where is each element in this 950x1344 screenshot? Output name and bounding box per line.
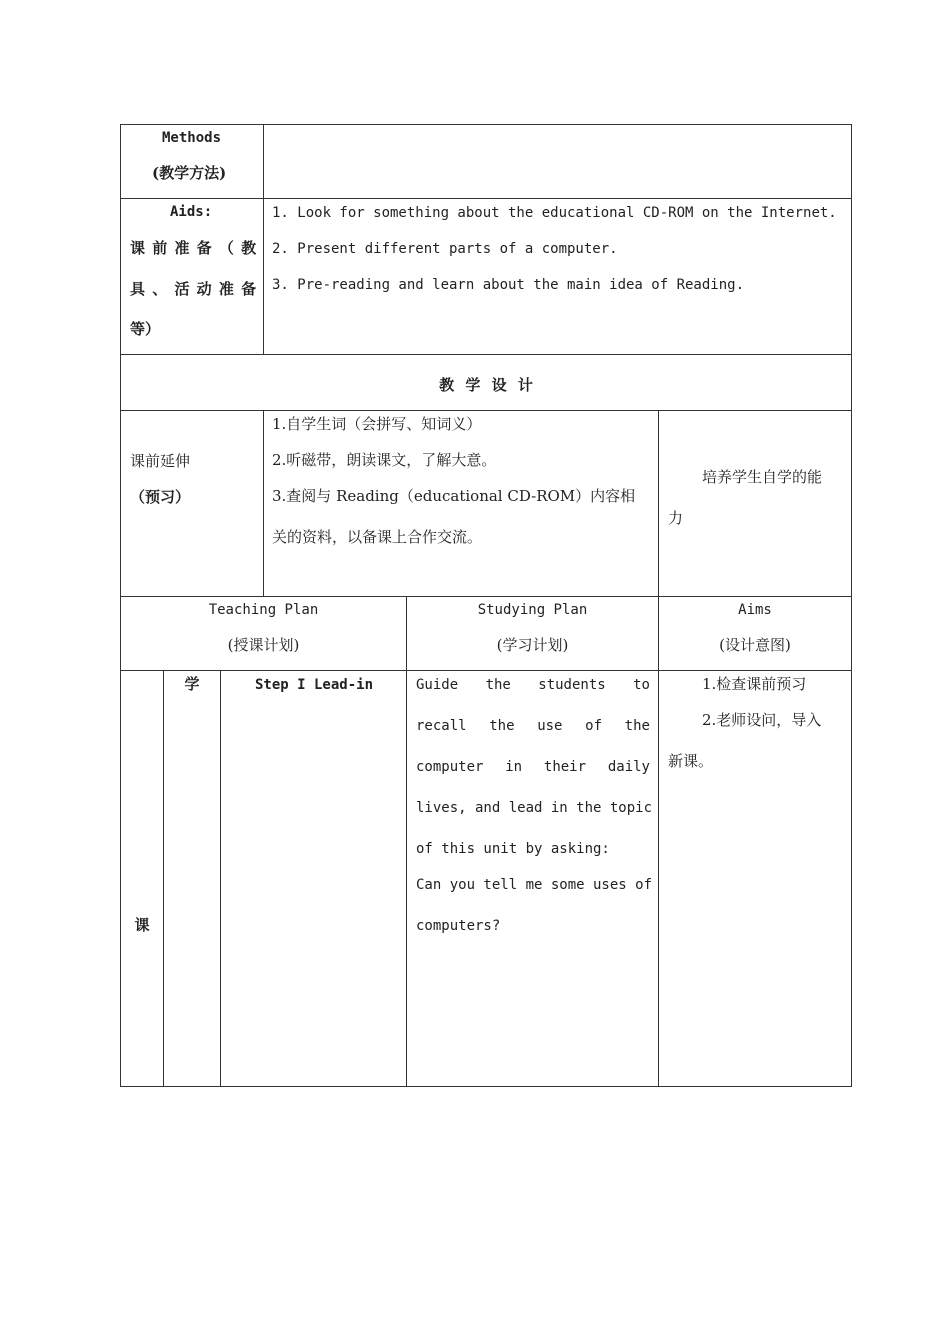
word: recall [416, 718, 467, 734]
table-border-top [120, 124, 852, 125]
word: in [505, 759, 523, 775]
studying-line: lives, and lead in the topic [416, 800, 653, 816]
word: students [538, 677, 606, 693]
aids-label-cn: 具 、 活 动 准 备 [130, 280, 258, 298]
word: of [585, 718, 602, 734]
preview-item: 关的资料，以备课上合作交流。 [272, 528, 483, 546]
word: computer [416, 759, 484, 775]
aids-item: 1. Look for something about the educational CD-ROM on the Internet. [272, 205, 837, 221]
aids-label-cn: 等） [130, 320, 161, 338]
aids-label-cn: 课 前 准 备 （ 教 [130, 239, 258, 257]
preview-item: 3.查阅与 Reading（educational CD-ROM）内容相 [272, 487, 636, 505]
methods-label-cn: (教学方法) [152, 164, 227, 182]
word: Guide [416, 677, 459, 693]
lesson-col2-label: 学 [184, 675, 200, 693]
aims-line: 新课。 [668, 752, 714, 770]
aims-header-cn: (设计意图) [719, 636, 791, 654]
word: daily [607, 759, 650, 775]
word: the [489, 718, 515, 734]
col-divider [658, 410, 659, 1087]
methods-label: Methods [162, 130, 222, 146]
col-divider [220, 670, 221, 1087]
design-title: 教 学 设 计 [439, 376, 533, 394]
teaching-plan-header-cn: (授课计划) [227, 636, 300, 654]
preview-aim: 力 [668, 509, 684, 527]
teaching-plan-header: Teaching Plan [208, 602, 319, 618]
col-divider [406, 596, 407, 1087]
aids-item: 2. Present different parts of a computer. [272, 241, 618, 257]
studying-line [416, 758, 650, 776]
lesson-step: Step I Lead-in [255, 677, 374, 693]
word: use [537, 718, 563, 734]
word: the [485, 677, 511, 693]
aids-label: Aids: [170, 204, 213, 220]
studying-line: Can you tell me some uses of [416, 877, 653, 893]
studying-line: computers? [416, 918, 501, 934]
aims-header: Aims [738, 602, 772, 618]
studying-line [416, 676, 650, 694]
row-divider [120, 670, 852, 671]
studying-line: of this unit by asking: [416, 841, 610, 857]
word: their [543, 759, 587, 775]
row-divider [120, 596, 852, 597]
word: to [633, 677, 650, 693]
row-divider [120, 410, 852, 411]
table-border-bottom [120, 1086, 852, 1087]
preview-label: 课前延伸 [130, 452, 191, 470]
word: the [624, 718, 650, 734]
row-divider [120, 354, 852, 355]
preview-label-sub: （预习） [130, 488, 191, 506]
col-divider [263, 124, 264, 355]
aims-line: 2.老师设问，导入 [702, 711, 822, 729]
preview-item: 2.听磁带，朗读课文，了解大意。 [272, 451, 497, 469]
lesson-col1-label: 课 [134, 916, 150, 934]
studying-plan-header-cn: (学习计划) [496, 636, 569, 654]
preview-item: 1.自学生词（会拼写、知词义） [272, 415, 482, 433]
studying-plan-header: Studying Plan [477, 602, 588, 618]
aims-line: 1.检查课前预习 [702, 675, 807, 693]
studying-line [416, 717, 650, 735]
col-divider [263, 410, 264, 597]
preview-aim: 培养学生自学的能 [702, 468, 823, 486]
col-divider [163, 670, 164, 1087]
aids-item: 3. Pre-reading and learn about the main idea of Reading. [272, 277, 745, 293]
row-divider [120, 198, 852, 199]
